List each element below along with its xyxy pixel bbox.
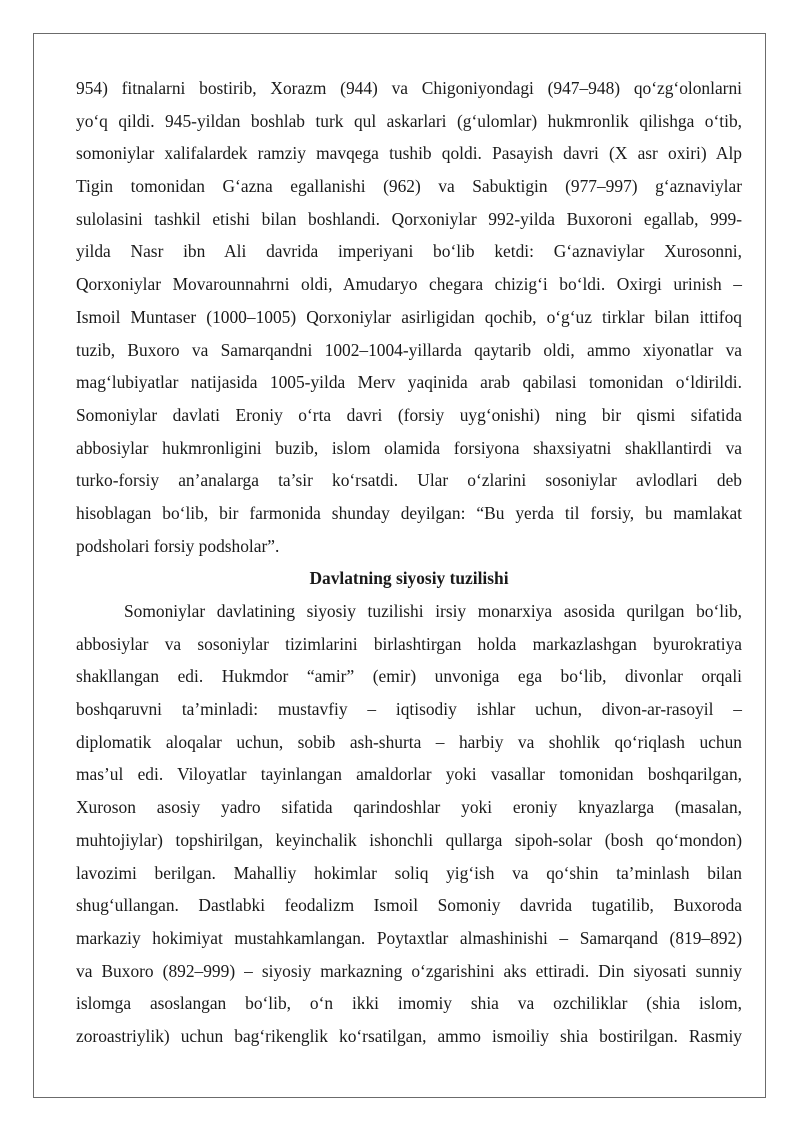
- text-line: yo‘q qildi. 945-yildan boshlab turk qul askarlari (g‘ulomlar) hukmronlik qilishga o‘tib,: [76, 110, 742, 131]
- text-line: shug‘ullangan. Dastlabki feodalizm Ismoil Somoniy davrida tugatilib, Buxoroda: [76, 895, 742, 916]
- text-line: sulolasini tashkil etishi bilan boshlandi. Qorxoniylar 992-yilda Buxoroni egallab, 999-: [76, 208, 742, 229]
- text-line: abbosiylar va sosoniylar tizimlarini birlashtirgan holda markazlashgan byurokratiya: [76, 633, 742, 654]
- text-line: va Buxoro (892–999) – siyosiy markazning o‘zgarishini aks ettiradi. Din siyosati sunniy: [76, 960, 742, 981]
- document-body: [76, 72, 742, 1053]
- text-line: podsholari forsiy podsholar”.: [76, 535, 280, 556]
- text-line: islomga asoslangan bo‘lib, o‘n ikki imomiy shia va ozchiliklar (shia islom,: [76, 993, 742, 1014]
- text-line: Somoniylar davlati Eroniy o‘rta davri (forsiy uyg‘onishi) ning bir qismi sifatida: [76, 404, 742, 425]
- text-line: somoniylar xalifalardek ramziy mavqega tushib qoldi. Pasayish davri (X asr oxiri) Alp: [76, 143, 742, 164]
- text-line: diplomatik aloqalar uchun, sobib ash-shurta – harbiy va shohlik qo‘riqlash uchun: [76, 731, 742, 752]
- text-line: tuzib, Buxoro va Samarqandni 1002–1004-yillarda qaytarib oldi, ammo xiyonatlar va: [76, 339, 742, 360]
- text-line: Tigin tomonidan G‘azna egallanishi (962) va Sabuktigin (977–997) g‘aznaviylar: [76, 176, 742, 197]
- text-line: muhtojiylar) topshirilgan, keyinchalik ishonchli qullarga sipoh-solar (bosh qo‘mondon): [76, 829, 742, 850]
- text-line: turko-forsiy an’analarga ta’sir ko‘rsatdi. Ular o‘zlarini sosoniylar avlodlari deb: [76, 470, 742, 491]
- section-heading: Davlatning siyosiy tuzilishi: [309, 568, 509, 589]
- text-line: yilda Nasr ibn Ali davrida imperiyani bo‘lib ketdi: G‘aznaviylar Xurosonni,: [76, 241, 742, 262]
- text-line: zoroastriylik) uchun bag‘rikenglik ko‘rsatilgan, ammo ismoiliy shia bostirilgan. Rasmiy: [76, 1025, 742, 1046]
- paragraph-2: [76, 595, 742, 1053]
- text-line: Somoniylar davlatining siyosiy tuzilishi irsiy monarxiya asosida qurilgan bo‘lib,: [124, 601, 742, 621]
- text-line: 954) fitnalarni bostirib, Xorazm (944) va Chigoniyondagi (947–948) qo‘zg‘olonlarni: [76, 78, 742, 98]
- text-line: shakllangan edi. Hukmdor “amir” (emir) unvoniga ega bo‘lib, divonlar orqali: [76, 666, 742, 687]
- text-line: Qorxoniylar Movarounnahrni oldi, Amudaryo chegara chizig‘i bo‘ldi. Oxirgi urinish –: [76, 274, 742, 295]
- text-line: abbosiylar hukmronligini buzib, islom olamida forsiyona shaxsiyatni shakllantirdi va: [76, 437, 742, 458]
- text-line: Ismoil Muntaser (1000–1005) Qorxoniylar asirligidan qochib, o‘g‘uz tirklar bilan ittifoq: [76, 306, 742, 327]
- text-line: hisoblagan bo‘lib, bir farmonida shunday deyilgan: “Bu yerda til forsiy, bu mamlakat: [76, 502, 742, 523]
- text-line: mas’ul edi. Viloyatlar tayinlangan amaldorlar yoki vasallar tomonidan boshqarilgan,: [76, 764, 742, 785]
- text-line: markaziy hokimiyat mustahkamlangan. Poytaxtlar almashinishi – Samarqand (819–892): [76, 927, 742, 948]
- text-line: mag‘lubiyatlar natijasida 1005-yilda Merv yaqinida arab qabilasi tomonidan o‘ldirildi.: [76, 372, 742, 393]
- text-line: Xuroson asosiy yadro sifatida qarindoshlar yoki eroniy knyazlarga (masalan,: [76, 797, 742, 818]
- text-line: boshqaruvni ta’minladi: mustavfiy – iqtisodiy ishlar uchun, divon-ar-rasoyil –: [76, 699, 742, 720]
- paragraph-1: [76, 72, 742, 562]
- text-line: lavozimi berilgan. Mahalliy hokimlar soliq yig‘ish va qo‘shin ta’minlash bilan: [76, 862, 742, 883]
